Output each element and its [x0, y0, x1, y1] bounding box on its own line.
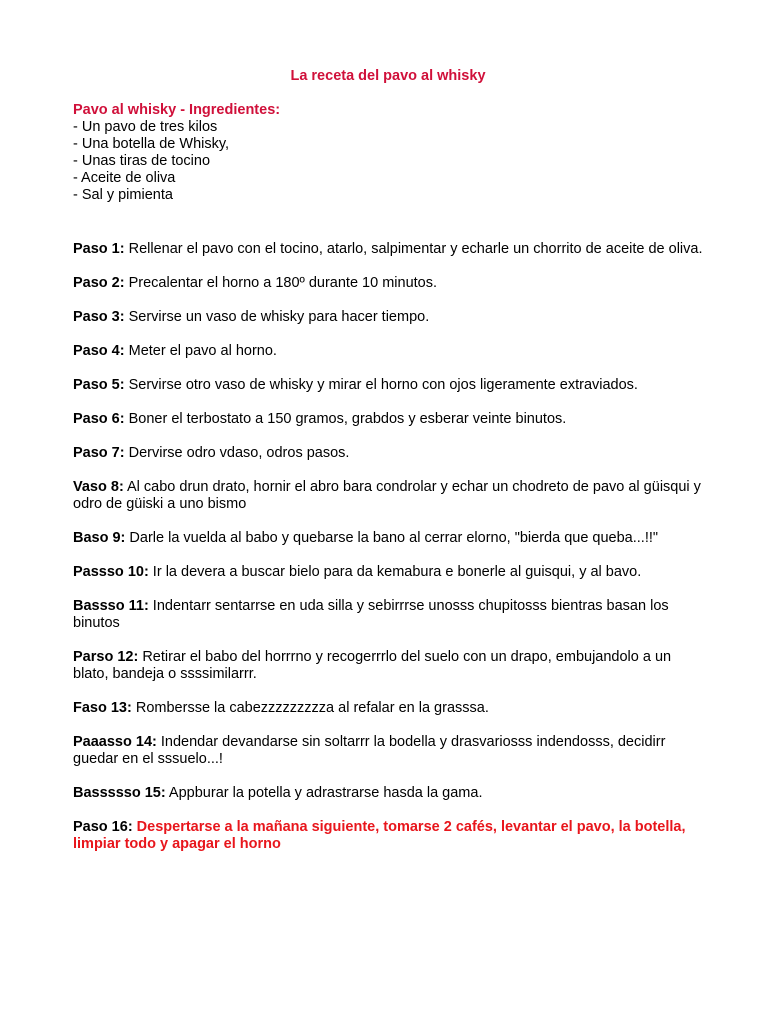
step-label: Paso 16: [73, 819, 133, 835]
step-text: Dervirse odro vdaso, odros pasos. [124, 445, 350, 461]
step-14 [73, 734, 703, 768]
step-label: Faso 13: [73, 700, 132, 716]
ingredient-item: - Sal y pimienta [73, 187, 173, 203]
step-label: Paso 2: [73, 275, 125, 291]
step-1 [73, 241, 703, 258]
step-text-highlighted: Despertarse a la mañana siguiente, tomarse 2 cafés, levantar el pavo, la botella, limpiar todo y apagar el horno [73, 819, 686, 852]
step-label: Paaasso 14: [73, 734, 157, 750]
ingredient-item: - Unas tiras de tocino [73, 153, 211, 169]
step-text: Precalentar el horno a 180º durante 10 minutos. [124, 275, 438, 291]
step-text: Darle la vuelda al babo y quebarse la bano al cerrar elorno, "bierda que queba...!!" [125, 530, 659, 546]
step-10 [73, 564, 703, 581]
ingredients-section [73, 102, 703, 204]
step-label: Paso 3: [73, 309, 125, 325]
step-16 [73, 819, 703, 853]
step-label: Bassso 11: [73, 598, 149, 614]
step-label: Baso 9: [73, 530, 126, 546]
step-text: Indentarr sentarrse en uda silla y sebirrrse unosss chupitosss bientras basan los binutos [73, 598, 669, 631]
step-text: Meter el pavo al horno. [124, 343, 277, 359]
step-8 [73, 479, 703, 513]
step-label: Paso 4: [73, 343, 125, 359]
ingredient-item: - Una botella de Whisky, [73, 136, 230, 152]
step-2 [73, 275, 703, 292]
step-label: Passso 10: [73, 564, 149, 580]
steps-section [73, 241, 703, 870]
step-label: Paso 7: [73, 445, 125, 461]
step-label: Vaso 8: [73, 479, 124, 495]
step-label: Paso 6: [73, 411, 125, 427]
step-6 [73, 411, 703, 428]
step-label: Parso 12: [73, 649, 139, 665]
step-5 [73, 377, 703, 394]
step-text: Boner el terbostato a 150 gramos, grabdos y esberar veinte binutos. [124, 411, 567, 427]
step-3 [73, 309, 703, 326]
ingredient-item: - Un pavo de tres kilos [73, 119, 218, 135]
step-text: Servirse otro vaso de whisky y mirar el horno con ojos ligeramente extraviados. [124, 377, 638, 393]
step-text: Retirar el babo del horrrno y recogerrrlo del suelo con un drapo, embujandolo a un blato, bandeja o ssssimilarrr. [73, 649, 672, 682]
step-12 [73, 649, 703, 683]
step-text: Appburar la potella y adrastrarse hasda la gama. [165, 785, 483, 801]
step-text: Servirse un vaso de whisky para hacer tiempo. [124, 309, 430, 325]
ingredients-heading: Pavo al whisky - Ingredientes: [73, 102, 281, 118]
step-text: Indendar devandarse sin soltarrr la bodella y drasvariosss indendosss, decidirr guedar en el sssuelo...! [73, 734, 666, 767]
step-4 [73, 343, 703, 360]
step-9 [73, 530, 703, 547]
step-label: Paso 1: [73, 241, 125, 257]
document-title: La receta del pavo al whisky [290, 68, 486, 84]
step-text: Al cabo drun drato, hornir el abro bara condrolar y echar un chodreto de pavo al güisqui y odro de güiski a uno bismo [73, 479, 701, 512]
step-15 [73, 785, 703, 802]
step-label: Paso 5: [73, 377, 125, 393]
step-text: Rellenar el pavo con el tocino, atarlo, salpimentar y echarle un chorrito de aceite de oliva. [124, 241, 703, 257]
step-text: Rombersse la cabezzzzzzzzza al refalar en la grasssa. [131, 700, 489, 716]
step-label: Bassssso 15: [73, 785, 166, 801]
step-text: Ir la devera a buscar bielo para da kemabura e bonerle al guisqui, y al bavo. [148, 564, 642, 580]
ingredient-item: - Aceite de oliva [73, 170, 176, 186]
step-7 [73, 445, 703, 462]
step-11 [73, 598, 703, 632]
step-13 [73, 700, 703, 717]
